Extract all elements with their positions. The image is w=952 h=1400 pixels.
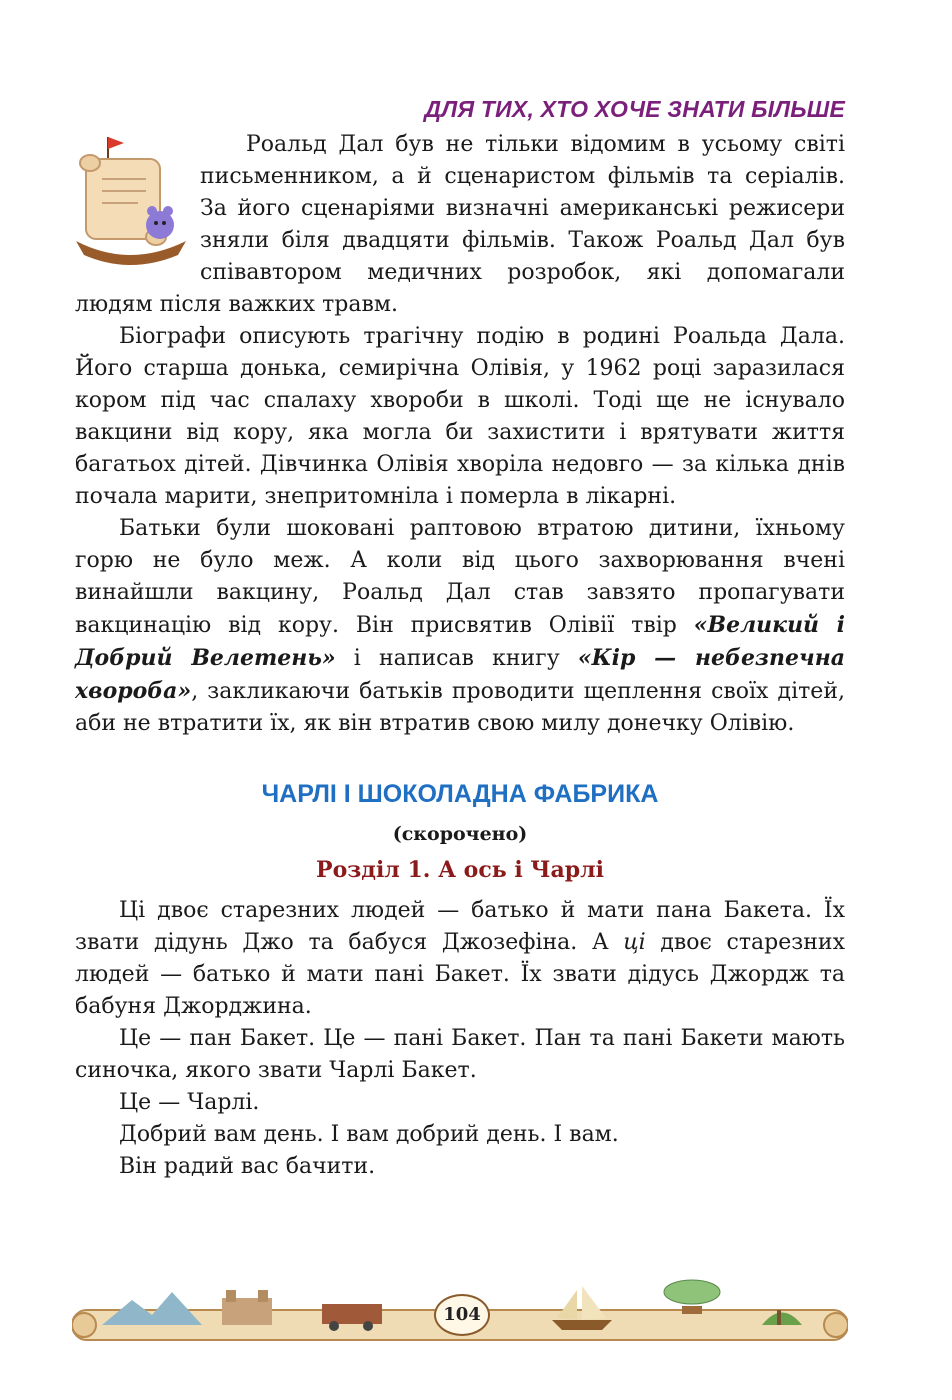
story-paragraph-1: Ці двоє старезних людей — батько й мати пана Бакета. Їх звати дідунь Джо та бабуся Джозефіна. А ці двоє старезних людей — батько й мати пані Бакет. Їх звати дідусь Джордж та бабуня Джорджина. [75,898,845,1019]
page-footer [72,1270,848,1354]
story-paragraph-2: Це — пан Бакет. Це — пані Бакет. Пан та пані Бакети мають синочка, якого звати Чарлі Бакет. [75,1026,845,1083]
info-paragraph-3: Батьки були шоковані раптовою втратою дитини, їхньому горю не було меж. А коли від цього захворювання вчені винайшли вакцину, Роальд Дал став завзято пропагувати вакцинацію від кору. Він присвятив Олівії твір «Великий і Добрий Велетень» і написав книгу «Кір — небезпечна хвороба», закликаючи батьків проводити щеплення своїх дітей, аби не втратити їх, як він втратив свою милу донечку Олівію. [75,516,845,736]
story-title: ЧАРЛІ І ШОКОЛАДНА ФАБРИКА [261,780,659,808]
info-box-heading: ДЛЯ ТИХ, ХТО ХОЧЕ ЗНАТИ БІЛЬШЕ [424,96,845,122]
page-number: 104 [434,1294,490,1336]
info-paragraph-1: Роальд Дал був не тільки відомим в усьому світі письменником, а й сценаристом фільмів та серіалів. За його сценаріями визначні американські режисери зняли біля двадцяти фільмів. Також Роальд Дал був співавтором медичних розробок, які допомагали людям після важких травм. [75,132,845,317]
chapter-heading: Розділ 1. А ось і Чарлі [316,857,604,883]
story-paragraph-5: Він радий вас бачити. [119,1154,376,1179]
story-subtitle: (скорочено) [392,823,528,845]
book-title-bfg: «Великий і Добрий Велетень» [75,612,845,671]
book-title-measles: «Кір — небезпечна хвороба» [75,645,845,704]
page-content [75,96,845,1183]
info-paragraph-2: Біографи описують трагічну подію в родині Роальда Дала. Його старша донька, семирічна Олівія, у 1962 році заразилася кором під час спалаху хвороби в школі. Тоді ще не існувало вакцини від кору, яка могла би захистити і врятувати життя багатьох дітей. Дівчинка Олівія хворіла недовго — за кілька днів почала марити, знепритомніла і померла в лікарні. [75,324,845,509]
story-paragraph-3: Це — Чарлі. [119,1090,260,1115]
scroll-boat-mascot-icon [72,129,190,269]
story-paragraph-4: Добрий вам день. І вам добрий день. І вам. [119,1122,619,1147]
